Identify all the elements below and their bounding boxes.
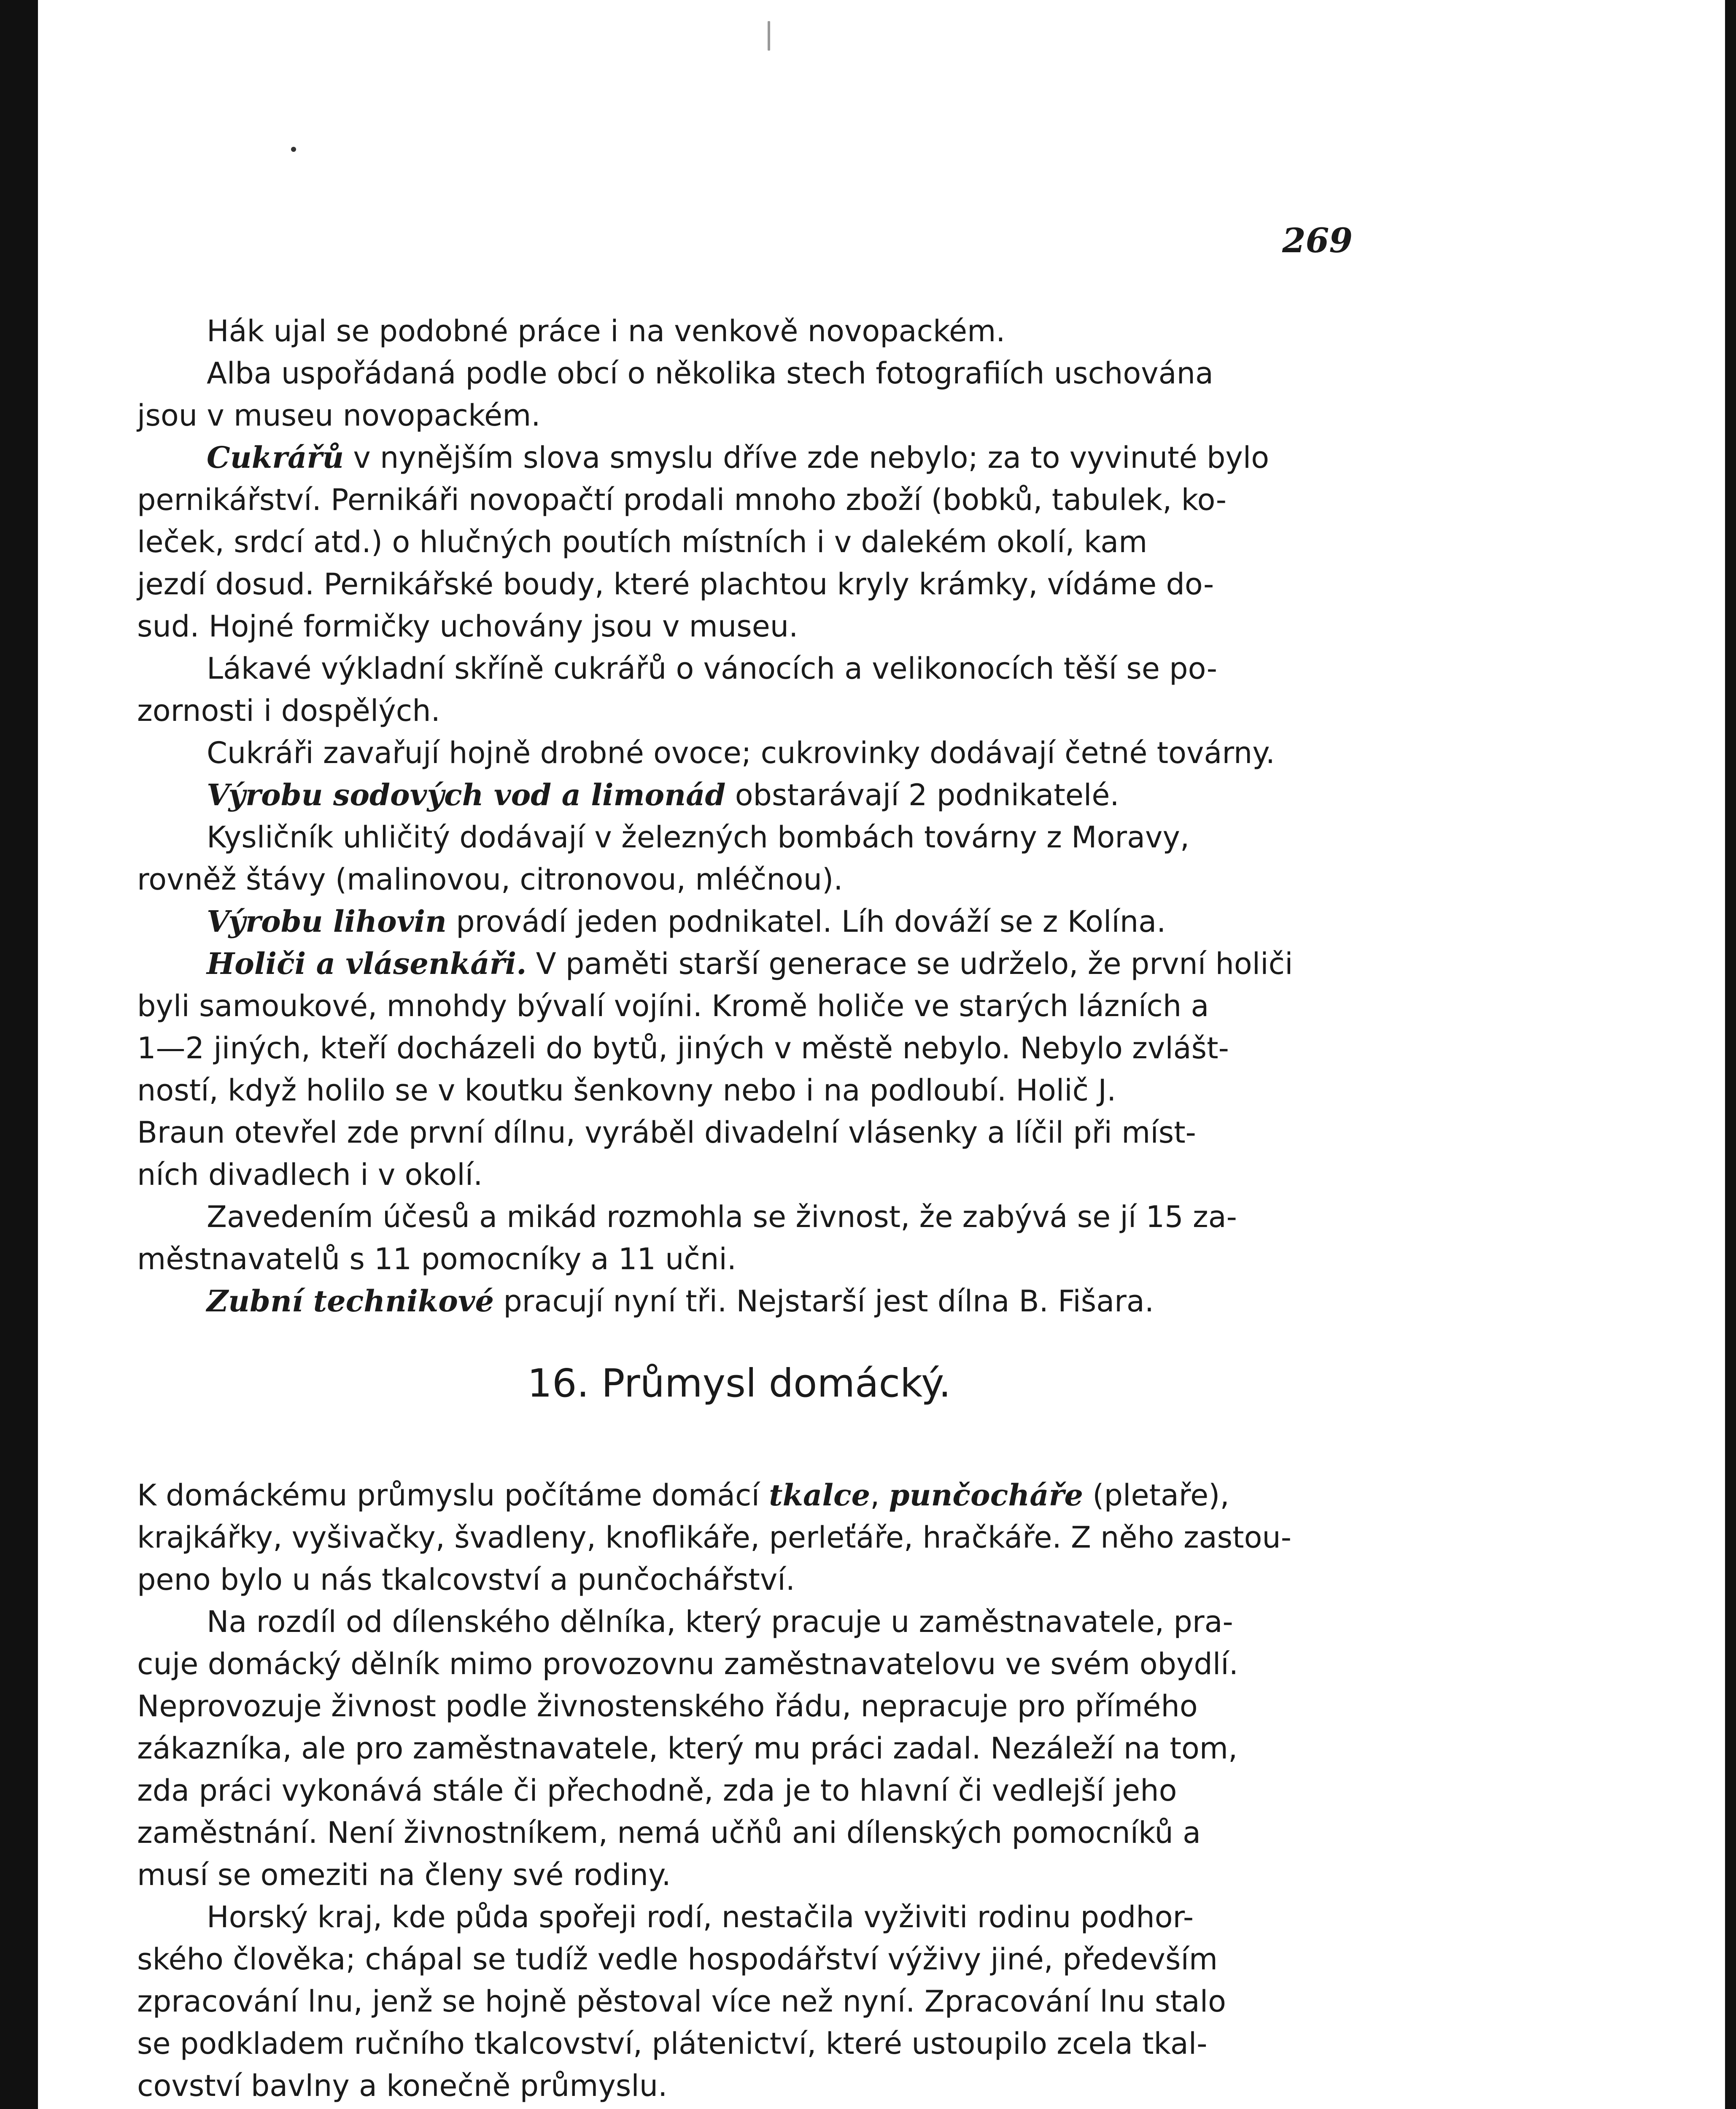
paragraph-text: Cukráři zavařují hojně drobné ovoce; cukrovinky dodávají četné továrny. [207, 736, 1275, 770]
dust-speck [291, 147, 296, 152]
page-number: 269 [1282, 221, 1353, 260]
emphasis-term: punčocháře [889, 1478, 1084, 1513]
paragraph [137, 732, 1341, 774]
paragraph [137, 1196, 1341, 1280]
emphasis-lead: Výrobu lihovin [207, 904, 447, 939]
emphasis-term: tkalce [769, 1478, 871, 1513]
paragraph-text: Kysličník uhličitý dodávají v železných bombách továrny z Moravy, rovněž štávy (malinovou, citronovou, mléčnou). [137, 820, 1190, 897]
scan-border-left [0, 0, 38, 2109]
paragraph [137, 647, 1341, 732]
paragraph [137, 1601, 1341, 1896]
emphasis-lead: Výrobu sodových vod a limonád [207, 777, 726, 812]
paragraph-text: Lákavé výkladní skříně cukrářů o vánocích a velikonocích těší se po- zornosti i dospělých. [137, 651, 1217, 728]
paragraph [137, 816, 1341, 901]
scan-border-right [1725, 0, 1736, 2109]
paragraph-text: v nynějším slova smyslu dříve zde nebylo; za to vyvinuté bylo pernikářství. Pernikáři novopačtí prodali mnoho zboží (bobků, tabulek, ko- leček, srdcí atd.) o hlučných poutích místních i v dalekém okolí, kam jezdí dosud. Pernikářské boudy, které plachtou kryly krámky, vídáme do- sud. Hojné formičky uchovány jsou v museu. [137, 440, 1270, 644]
section-heading: 16. Průmysl domácký. [527, 1361, 951, 1406]
paragraph-text: (pletaře), krajkářky, vyšivačky, švadleny, knoflikáře, perleťáře, hračkáře. Z něho zastou- peno bylo u nás tkalcovství a punčochářství. [137, 1478, 1292, 1597]
paragraph [137, 437, 1341, 647]
paragraph-text: provádí jeden podnikatel. Líh dováží se z Kolína. [446, 904, 1166, 939]
emphasis-lead: Holiči a vlásenkáři. [207, 946, 527, 981]
paragraph-text: Horský kraj, kde půda spořeji rodí, nestačila vyživiti rodinu podhor- ského člověka; chápal se tudíž vedle hospodářství výživy jiné, především zpracování lnu, jenž se hojně pěstoval více než nyní. Zpracování lnu stalo se podkladem ručního tkalcovství, plátenictví, které ustoupilo zcela tkal- covství bavlny a konečně průmyslu. [137, 1900, 1226, 2103]
paragraph [137, 1432, 1341, 1601]
paragraph-text: Alba uspořádaná podle obcí o několika stech fotografiích uschována jsou v museu novopackém. [137, 356, 1213, 433]
body-text-section-2 [137, 1432, 1341, 2107]
paragraph [137, 1280, 1341, 1322]
paragraph [137, 901, 1341, 943]
paragraph-text: Hák ujal se podobné práce i na venkově novopackém. [207, 314, 1005, 348]
paragraph-text: K domáckému průmyslu počítáme domácí [137, 1478, 769, 1513]
paragraph-text: , [870, 1478, 889, 1513]
paragraph [137, 774, 1341, 816]
paragraph-text: pracují nyní tři. Nejstarší jest dílna B. Fišara. [494, 1284, 1154, 1319]
body-text-section-1 [137, 310, 1341, 1322]
dust-speck [768, 21, 770, 51]
paragraph-text: obstarávají 2 podnikatelé. [725, 778, 1119, 812]
emphasis-lead: Zubní technikové [207, 1284, 494, 1319]
paragraph [137, 943, 1341, 1196]
paragraph-text: Zavedením účesů a mikád rozmohla se živnost, že zabývá se jí 15 za- městnavatelů s 11 pomocníky a 11 učni. [137, 1200, 1237, 1276]
paragraph-text: Na rozdíl od dílenského dělníka, který pracuje u zaměstnavatele, pra- cuje domácký dělník mimo provozovnu zaměstnavatelovu ve svém obydlí. Neprovozuje živnost podle živnostenského řádu, nepracuje pro přímého zákazníka, ale pro zaměstnavatele, který mu práci zadal. Nezáleží na tom, zda práci vykonává stále či přechodně, zda je to hlavní či vedlejší jeho zaměstnání. Není živnostníkem, nemá učňů ani dílenských pomocníků a musí se omeziti na členy své rodiny. [137, 1605, 1238, 1892]
paragraph-text: V paměti starší generace se udrželo, že první holiči byli samoukové, mnohdy bývalí vojíni. Kromě holiče ve starých lázních a 1—2 jiných, kteří docházeli do bytů, jiných v městě nebylo. Nebylo zvlášt- ností, když holilo se v koutku šenkovny nebo i na podloubí. Holič J. Braun otevřel zde první dílnu, vyráběl divadelní vlásenky a líčil při míst- ních divadlech i v okolí. [137, 947, 1293, 1192]
emphasis-lead: Cukrářů [207, 440, 344, 475]
paragraph [137, 352, 1341, 437]
paragraph [137, 310, 1341, 352]
paragraph [137, 1896, 1341, 2107]
